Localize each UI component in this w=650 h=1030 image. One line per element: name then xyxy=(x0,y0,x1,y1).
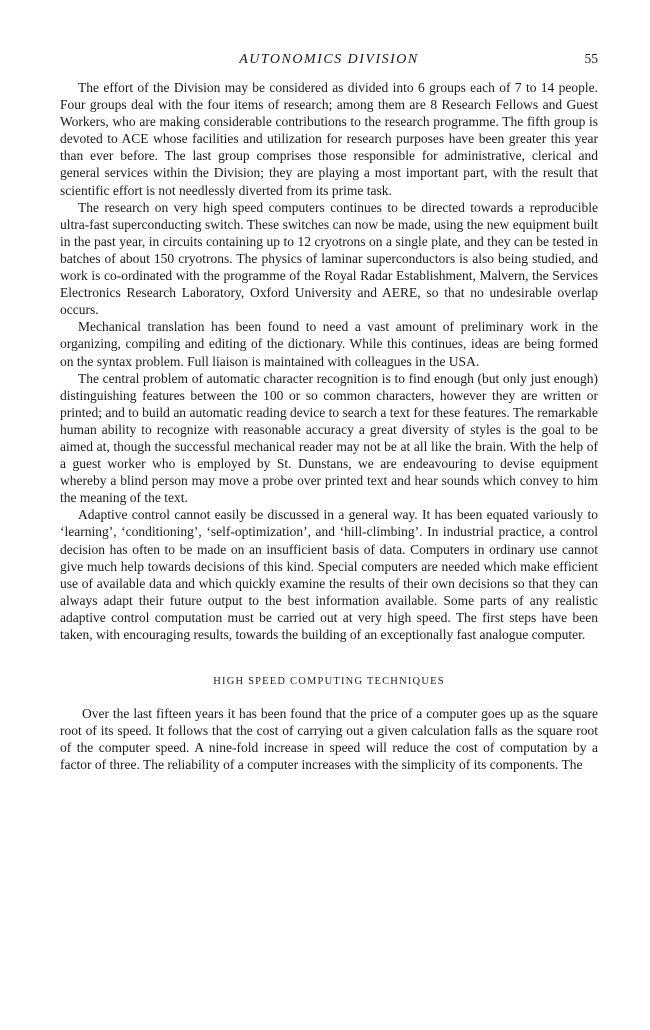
page-number: 55 xyxy=(584,51,598,66)
paragraph-computing-techniques: Over the last fifteen years it has been found that the price of a computer goes up as the square root of its speed. It follows that the cost of carrying out a given calculation falls as the square root of the computer speed. A nine-fold increase in speed will reduce the cost of computation by a factor of three. The reliability of a computer increases with the simplicity of its components. The xyxy=(60,706,598,773)
paragraph-division-groups: The effort of the Division may be considered as divided into 6 groups each of 7 to 14 people. Four groups deal with the four items of research; among them are 8 Research Fellows and Guest Workers, who are making considerable contributions to the research programme. The fifth group is devoted to ACE whose facilities and utilization for research purposes have been greater this year than ever before. The last group comprises those responsible for administrative, clerical and general services within the Division; they are playing a most important part, with the result that scientific effort is not needlessly diverted from its prime task. xyxy=(60,80,598,198)
section-heading: HIGH SPEED COMPUTING TECHNIQUES xyxy=(213,676,445,688)
running-title: AUTONOMICS DIVISION xyxy=(239,52,419,67)
paragraph-character-recognition: The central problem of automatic character recognition is to find enough (but only just enough) distinguishing features between the 100 or so common characters, however they are written or printed; and to build an automatic reading device to search a text for these features. The remarkable human ability to recognize with reasonable accuracy a great diversity of styles is the goal to be aimed at, though the successful mechanical reader may not be at all like the brain. With the help of a guest worker who is employed by St. Dunstans, we are endeavouring to devise equipment whereby a blind person may move a probe over printed text and hear sounds which convey to him the meaning of the text. xyxy=(60,370,598,506)
paragraph-high-speed-computers: The research on very high speed computers continues to be directed towards a reproducible ultra-fast superconducting switch. These switches can now be made, using the new equipment built in the past year, in circuits containing up to 12 cryotrons on a single plate, and they can be tested in batches of about 150 cryotrons. The physics of laminar superconductors is also being studied, and work is co-ordinated with the programme of the Royal Radar Establishment, Malvern, the Services Electronics Research Laboratory, Oxford University and AERE, so that no undesirable overlap occurs. xyxy=(60,199,598,318)
running-header xyxy=(60,50,598,69)
paragraph-mechanical-translation: Mechanical translation has been found to need a vast amount of preliminary work in the organizing, compiling and editing of the dictionary. While this continues, ideas are being formed on the syntax problem. Full liaison is maintained with colleagues in the USA. xyxy=(60,319,598,369)
paragraph-adaptive-control: Adaptive control cannot easily be discussed in a general way. It has been equated variously to ‘learning’, ‘conditioning’, ‘self-optimization’, and ‘hill-climbing’. In industrial practice, a control decision has often to be made on an insufficient basis of data. Computers in ordinary use cannot give much help towards decisions of this kind. Special computers are needed which make efficient use of available data and which quickly examine the results of their own decisions so that they can always adapt their future output to the best information available. Some parts of any realistic adaptive control computation must be carried out at very high speed. The first steps have been taken, with encouraging results, towards the building of an exceptionally fast analogue computer. xyxy=(60,507,598,642)
